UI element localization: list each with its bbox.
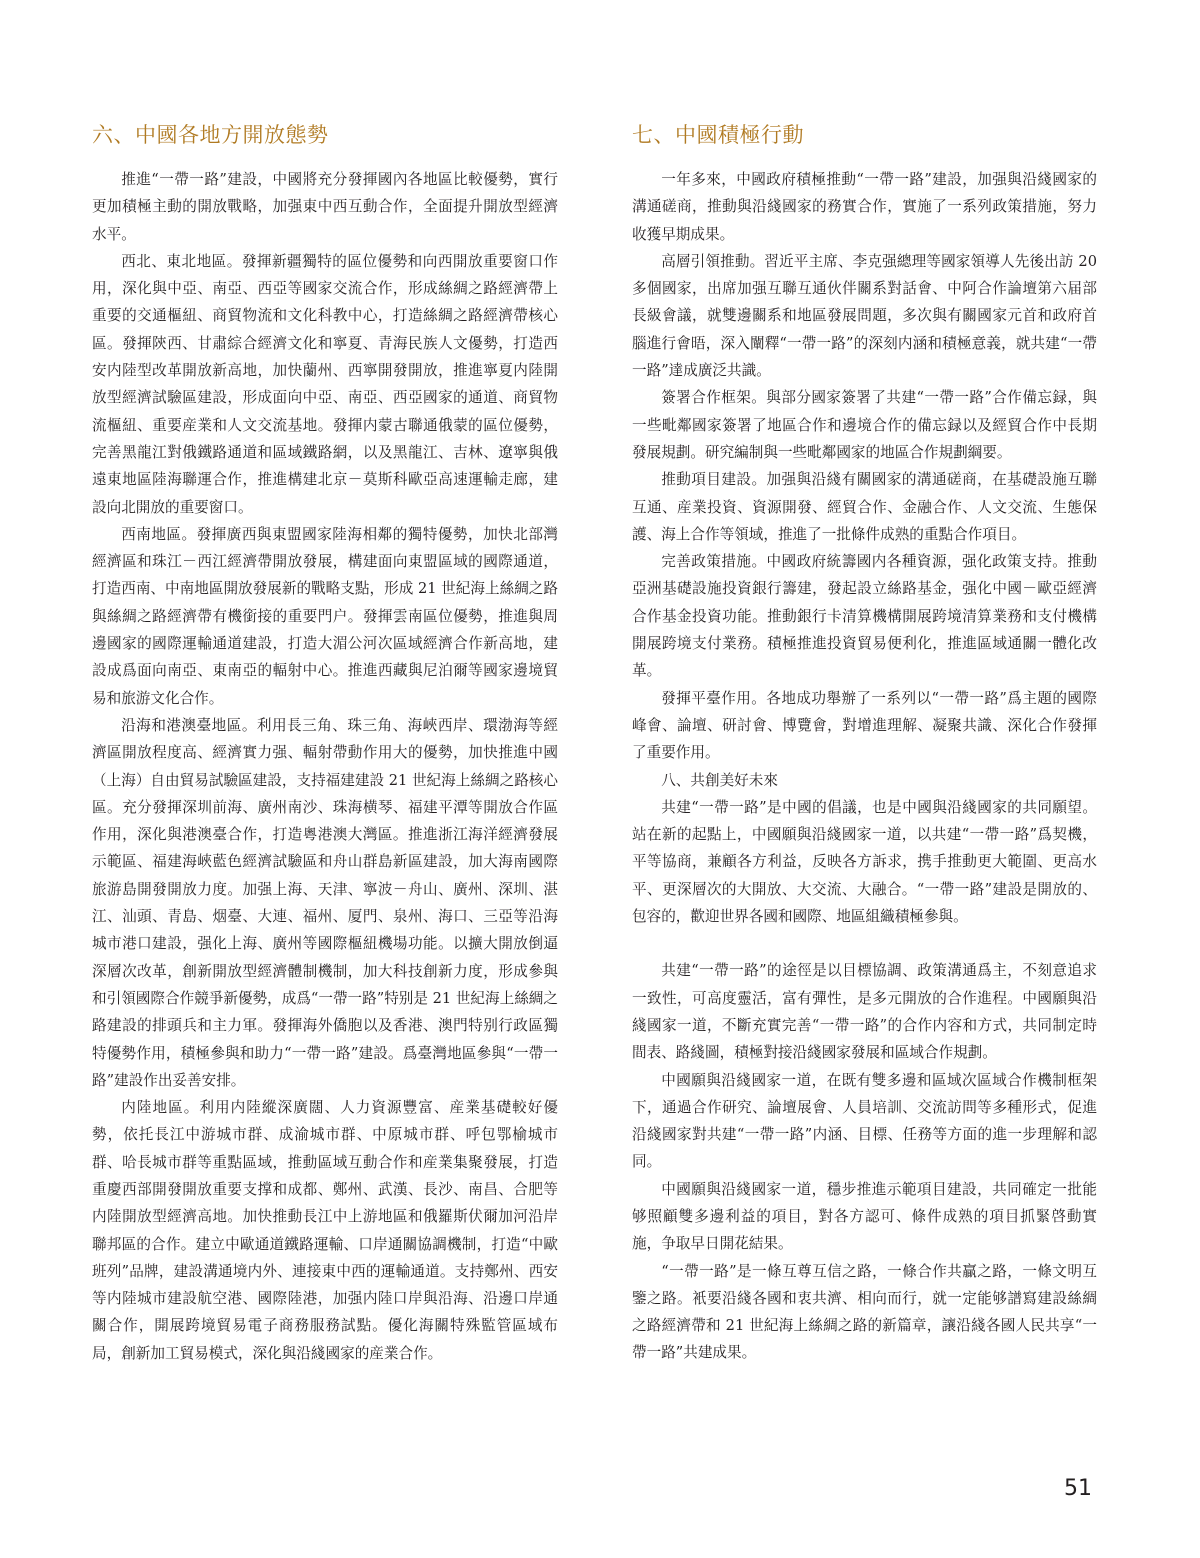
section-heading-six: 六、中國各地方開放態勢 bbox=[92, 123, 329, 147]
paragraph: 沿海和港澳臺地區。利用長三角、珠三角、海峽西岸、環渤海等經濟區開放程度高、經濟實力强、輻射帶動作用大的優勢，加快推進中國（上海）自由貿易試驗區建設，支持福建建設 21 世紀海上絲綢之路核心區。充分發揮深圳前海、廣州南沙、珠海横琴、福建平潭等開放合作區作用，深化與港澳臺合作，打造粵港澳大灣區。推進浙江海洋經濟發展示範區、福建海峽藍色經濟試驗區和舟山群島新區建設，加大海南國際旅游島開發開放力度。加强上海、天津、寧波－舟山、廣州、深圳、湛江、汕頭、青島、烟臺、大連、福州、厦門、泉州、海口、三亞等沿海城市港口建設，强化上海、廣州等國際樞紐機場功能。以擴大開放倒逼深層次改革，創新開放型經濟體制機制，加大科技創新力度，形成參與和引領國際合作競爭新優勢，成爲“一帶一路”特别是 21 世紀海上絲綢之路建設的排頭兵和主力軍。發揮海外僑胞以及香港、澳門特别行政區獨特優勢作用，積極參與和助力“一帶一路”建設。爲臺灣地區參與“一帶一路”建設作出妥善安排。 bbox=[92, 716, 558, 1089]
paragraph: 中國願與沿綫國家一道，穩步推進示範項目建設，共同確定一批能够照顧雙多邊利益的項目，對各方認可、條件成熟的項目抓緊啓動實施，争取早日開花結果。 bbox=[632, 1180, 1097, 1253]
paragraph: 發揮平臺作用。各地成功舉辦了一系列以“一帶一路”爲主題的國際峰會、論壇、研討會、博覽會，對增進理解、凝聚共識、深化合作發揮了重要作用。 bbox=[632, 689, 1097, 762]
paragraph: 簽署合作框架。與部分國家簽署了共建“一帶一路”合作備忘録，與一些毗鄰國家簽署了地區合作和邊境合作的備忘録以及經貿合作中長期發展規劃。研究編制與一些毗鄰國家的地區合作規劃綱要。 bbox=[632, 389, 1097, 461]
paragraph: 推進“一帶一路”建設，中國將充分發揮國內各地區比較優勢，實行更加積極主動的開放戰略，加强東中西互動合作，全面提升開放型經濟水平。 bbox=[92, 171, 558, 243]
paragraph: 共建“一帶一路”是中國的倡議，也是中國與沿綫國家的共同願望。站在新的起點上，中國願與沿綫國家一道，以共建“一帶一路”爲契機，平等協商，兼顧各方利益，反映各方訴求，携手推動更大範圍、更高水平、更深層次的大開放、大交流、大融合。“一帶一路”建設是開放的、包容的，歡迎世界各國和國際、地區組織積極參與。 bbox=[632, 798, 1097, 926]
paragraph-gap bbox=[632, 930, 1097, 957]
paragraph: 完善政策措施。中國政府統籌國内各種資源，强化政策支持。推動亞洲基礎設施投資銀行籌建，發起設立絲路基金，强化中國－歐亞經濟合作基金投資功能。推動銀行卡清算機構開展跨境清算業務和支付機構開展跨境支付業務。積極推進投資貿易便利化，推進區域通關一體化改革。 bbox=[632, 553, 1097, 680]
subsection-heading-eight: 八、共創美好未來 bbox=[661, 771, 778, 789]
paragraph: 西北、東北地區。發揮新疆獨特的區位優勢和向西開放重要窗口作用，深化與中亞、南亞、西亞等國家交流合作，形成絲綢之路經濟帶上重要的交通樞紐、商貿物流和文化科教中心，打造絲綢之路經濟帶核心區。發揮陝西、甘肅綜合經濟文化和寧夏、青海民族人文優勢，打造西安内陸型改革開放新高地，加快蘭州、西寧開發開放，推進寧夏内陸開放型經濟試驗區建設，形成面向中亞、南亞、西亞國家的通道、商貿物流樞紐、重要産業和人文交流基地。發揮内蒙古聯通俄蒙的區位優勢，完善黑龍江對俄鐵路通道和區域鐵路網，以及黑龍江、吉林、遼寧與俄遠東地區陸海聯運合作，推進構建北京－莫斯科歐亞高速運輸走廊，建設向北開放的重要窗口。 bbox=[92, 252, 558, 516]
page-number: 51 bbox=[1064, 1476, 1092, 1501]
paragraph: 共建“一帶一路”的途徑是以目標協調、政策溝通爲主，不刻意追求一致性，可高度靈活，富有彈性，是多元開放的合作進程。中國願與沿綫國家一道，不斷充實完善“一帶一路”的合作内容和方式，共同制定時間表、路綫圖，積極對接沿綫國家發展和區域合作規劃。 bbox=[632, 962, 1097, 1062]
paragraph: 西南地區。發揮廣西與東盟國家陸海相鄰的獨特優勢，加快北部灣經濟區和珠江－西江經濟帶開放發展，構建面向東盟區域的國際通道，打造西南、中南地區開放發展新的戰略支點，形成 21 世紀海上絲綢之路與絲綢之路經濟帶有機銜接的重要門户。發揮雲南區位優勢，推進與周邊國家的國際運輸通道建設，打造大湄公河次區域經濟合作新高地，建設成爲面向南亞、東南亞的輻射中心。推進西藏與尼泊爾等國家邊境貿易和旅游文化合作。 bbox=[92, 525, 558, 707]
paragraph: 中國願與沿綫國家一道，在既有雙多邊和區域次區域合作機制框架下，通過合作研究、論壇展會、人員培訓、交流訪問等多種形式，促進沿綫國家對共建“一帶一路”内涵、目標、任務等方面的進一步理解和認同。 bbox=[632, 1071, 1097, 1171]
paragraph: 高層引領推動。習近平主席、李克强總理等國家領導人先後出訪 20 多個國家，出席加强互聯互通伙伴關系對話會、中阿合作論壇第六届部長級會議，就雙邊關系和地區發展問題，多次與有關國家元首和政府首腦進行會晤，深入闡釋“一帶一路”的深刻内涵和積極意義，就共建“一帶一路”達成廣泛共識。 bbox=[632, 252, 1097, 380]
left-column bbox=[92, 118, 558, 1367]
section-heading-seven: 七、中國積極行動 bbox=[632, 123, 804, 147]
paragraph: 一年多來，中國政府積極推動“一帶一路”建設，加强與沿綫國家的溝通磋商，推動與沿綫國家的務實合作，實施了一系列政策措施，努力收獲早期成果。 bbox=[632, 171, 1097, 243]
right-column bbox=[632, 118, 1097, 1367]
paragraph: 内陸地區。利用内陸縱深廣闊、人力資源豐富、産業基礎較好優勢，依托長江中游城市群、成渝城市群、中原城市群、呼包鄂榆城市群、哈長城市群等重點區域，推動區域互動合作和産業集聚發展，打造重慶西部開發開放重要支撑和成都、鄭州、武漢、長沙、南昌、合肥等内陸開放型經濟高地。加快推動長江中上游地區和俄羅斯伏爾加河沿岸聯邦區的合作。建立中歐通道鐵路運輸、口岸通關協調機制，打造“中歐班列”品牌，建設溝通境内外、連接東中西的運輸通道。支持鄭州、西安等内陸城市建設航空港、國際陸港，加强内陸口岸與沿海、沿邊口岸通關合作，開展跨境貿易電子商務服務試點。優化海關特殊監管區域布局，創新加工貿易模式，深化與沿綫國家的産業合作。 bbox=[92, 1099, 558, 1362]
paragraph: 推動項目建設。加强與沿綫有關國家的溝通磋商，在基礎設施互聯互通、産業投資、資源開發、經貿合作、金融合作、人文交流、生態保護、海上合作等領域，推進了一批條件成熟的重點合作項目。 bbox=[632, 471, 1097, 543]
paragraph: “一帶一路”是一條互尊互信之路，一條合作共贏之路，一條文明互鑒之路。衹要沿綫各國和衷共濟、相向而行，就一定能够譜寫建設絲綢之路經濟帶和 21 世紀海上絲綢之路的新篇章，讓沿綫各國人民共享“一帶一路”共建成果。 bbox=[632, 1262, 1097, 1362]
